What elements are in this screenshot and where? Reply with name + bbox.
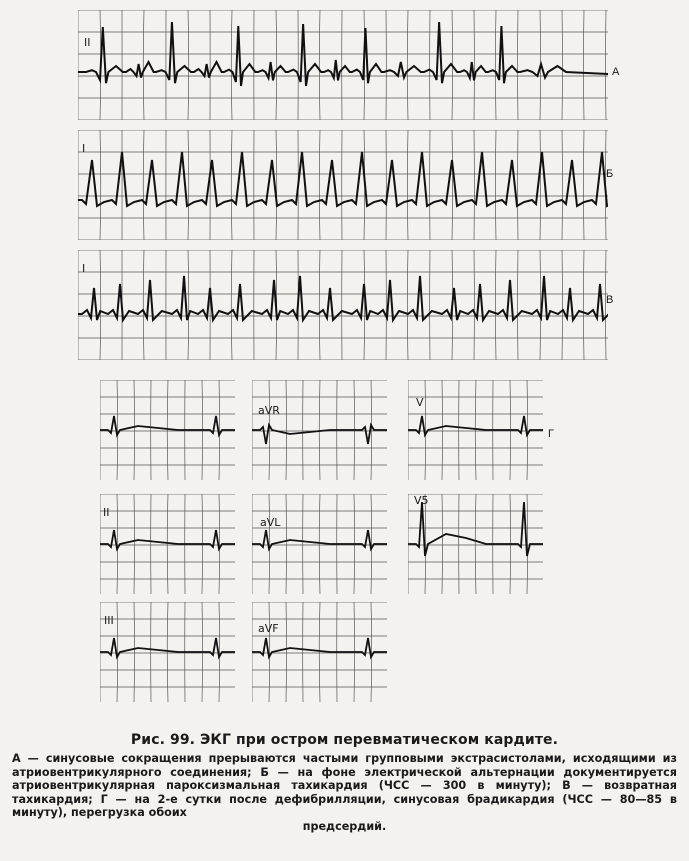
strip-label-b: Б bbox=[606, 168, 614, 180]
ecg-panel-v1-graph bbox=[408, 380, 543, 480]
panel-lead-avl: aVL bbox=[260, 516, 281, 529]
ecg-strip-a-graph bbox=[78, 10, 608, 120]
caption-last-line: предсердий. bbox=[302, 819, 387, 833]
ecg-strip-a bbox=[78, 10, 608, 120]
ecg-strip-b-graph bbox=[78, 130, 608, 240]
lead-label-a: II bbox=[84, 36, 91, 49]
figure-caption-body bbox=[12, 752, 677, 833]
ecg-panel-v5 bbox=[408, 494, 543, 594]
ecg-strip-b bbox=[78, 130, 608, 240]
ecg-trace-v bbox=[78, 276, 608, 320]
panel-lead-iii: III bbox=[104, 614, 114, 627]
ecg-panel-iii bbox=[100, 602, 235, 702]
caption-body-text: А — синусовые сокращения прерываются частыми групповыми экстрасистолами, исходящими из атриовентрикулярного соединения; Б — на фоне электрической альтернации документируется атриовентрикулярная пароксизмальная тахикардия (ЧСС — 300 в минуту); В — возвратная тахикардия; Г — на 2-е сутки после дефибрилляции, синусовая брадикардия (ЧСС — 80—85 в минуту), перегрузка обоих bbox=[12, 752, 677, 819]
ecg-panel-avf bbox=[252, 602, 387, 702]
panel-lead-v5: V5 bbox=[414, 494, 429, 507]
panel-lead-v1: V bbox=[416, 396, 424, 409]
grid-b bbox=[78, 130, 608, 240]
ecg-panel-ii-graph bbox=[100, 494, 235, 594]
strip-label-a: А bbox=[612, 66, 620, 78]
lead-label-b: I bbox=[82, 142, 86, 155]
ecg-panel-i-graph bbox=[100, 380, 235, 480]
ecg-panel-iii-graph bbox=[100, 602, 235, 702]
ecg-trace-b bbox=[78, 152, 608, 206]
ecg-panel-v1 bbox=[408, 380, 543, 480]
panel-lead-ii: II bbox=[103, 506, 110, 519]
group-label-g: Г bbox=[548, 428, 554, 440]
ecg-panel-i bbox=[100, 380, 235, 480]
grid-a bbox=[78, 10, 608, 120]
ecg-panel-ii bbox=[100, 494, 235, 594]
grid-v bbox=[78, 250, 608, 360]
panel-lead-avf: aVF bbox=[258, 622, 279, 635]
strip-label-v: В bbox=[606, 294, 614, 306]
figure-caption-title: Рис. 99. ЭКГ при остром перевматическом кардите. bbox=[130, 732, 559, 748]
ecg-panel-avr-graph bbox=[252, 380, 387, 480]
ecg-strip-v bbox=[78, 250, 608, 360]
panel-lead-avr: aVR bbox=[258, 404, 280, 417]
ecg-panel-avf-graph bbox=[252, 602, 387, 702]
ecg-panel-avl bbox=[252, 494, 387, 594]
ecg-strip-v-graph bbox=[78, 250, 608, 360]
ecg-panel-avl-graph bbox=[252, 494, 387, 594]
ecg-panel-v5-graph bbox=[408, 494, 543, 594]
lead-label-v: I bbox=[82, 262, 86, 275]
ecg-panel-avr bbox=[252, 380, 387, 480]
